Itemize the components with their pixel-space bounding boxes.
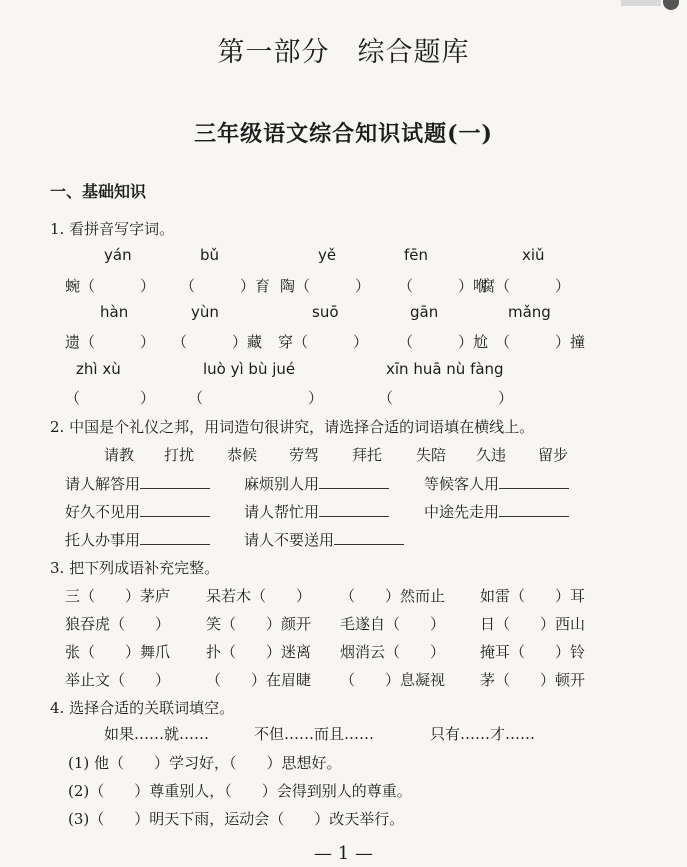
pinyin-yun: yùn [191,303,219,321]
pinyin-zhixu: zhì xù [76,360,121,378]
word-option: 留步 [538,446,569,464]
idiom-item: 三（ ）茅庐 [65,587,171,605]
word-option: 拜托 [352,446,383,464]
idiom-item: （ ）在眉睫 [206,671,312,689]
answer-blank[interactable] [319,474,389,489]
pinyin-han: hàn [100,303,129,321]
q1-item: 遗（ ） [65,333,156,351]
fill-item: 中途先走用 [424,501,569,522]
q4-item: (2)（ ）尊重别人，（ ）会得到别人的尊重。 [68,782,412,800]
pinyin-luoyibujue: luò yì bù jué [203,360,296,378]
pinyin-mang: mǎng [508,303,551,321]
q1-prompt: 1. 看拼音写字词。 [50,220,175,238]
q1-item: （ ） [188,389,324,407]
q1-item: （ ） [65,389,156,407]
answer-blank[interactable] [499,502,569,517]
q1-item: （ ）咐 [398,277,489,295]
pinyin-fen: fēn [404,246,429,264]
q1-item: 陶（ ） [280,277,371,295]
idiom-item: 举止文（ ） [65,671,171,689]
fill-item: 等候客人用 [424,473,569,494]
idiom-item: 如雷（ ）耳 [480,587,586,605]
word-option: 失陪 [416,446,447,464]
answer-blank[interactable] [334,530,404,545]
pinyin-gan: gān [410,303,439,321]
q4-prompt: 4. 选择合适的关联词填空。 [50,699,235,717]
answer-blank[interactable] [140,530,210,545]
fill-item: 好久不见用 [65,501,210,522]
pinyin-xiu: xiǔ [522,246,545,264]
word-option: 请教 [104,446,135,464]
idiom-item: 毛遂自（ ） [340,615,446,633]
q4-item: (3)（ ）明天下雨，运动会（ ）改天举行。 [68,810,405,828]
q3-prompt: 3. 把下列成语补充完整。 [50,559,220,577]
conjunction-option: 只有……才…… [430,725,536,743]
section-title: 一、基础知识 [50,182,147,201]
word-option: 恭候 [227,446,258,464]
idiom-item: 掩耳（ ）铃 [480,643,586,661]
idiom-item: 日（ ）西山 [480,615,586,633]
idiom-item: 狼吞虎（ ） [65,615,171,633]
idiom-item: （ ）然而止 [340,587,446,605]
idiom-item: 笑（ ）颜开 [206,615,312,633]
conjunction-option: 如果……就…… [104,725,210,743]
idiom-item: 张（ ）舞爪 [65,643,171,661]
fill-item: 请人解答用 [65,473,210,494]
q4-item: (1) 他（ ）学习好，（ ）思想好。 [68,754,342,772]
q2-prompt: 2. 中国是个礼仪之邦，用词造句很讲究，请选择合适的词语填在横线上。 [50,418,535,436]
fill-item: 请人不要送用 [244,529,404,550]
q1-item: （ ）撞 [495,333,586,351]
answer-blank[interactable] [140,474,210,489]
answer-blank[interactable] [319,502,389,517]
fill-item: 请人帮忙用 [244,501,389,522]
part-title: 第一部分 综合题库 [217,37,470,68]
corner-mark [663,0,679,10]
pinyin-yan: yán [104,246,132,264]
q1-item: 穿（ ） [278,333,369,351]
idiom-item: 扑（ ）迷离 [206,643,312,661]
pinyin-suo: suō [312,303,339,321]
q1-item: （ ）尬 [398,333,489,351]
q1-item: （ ） [378,389,514,407]
q1-item: 蜿（ ） [65,277,156,295]
conjunction-option: 不但……而且…… [254,725,375,743]
pinyin-xinhuanufang: xīn huā nù fàng [386,360,504,378]
idiom-item: 茅（ ）顿开 [480,671,586,689]
answer-blank[interactable] [140,502,210,517]
idiom-item: 呆若木（ ） [206,587,312,605]
word-option: 久违 [476,446,507,464]
word-option: 劳驾 [289,446,320,464]
page-number: — 1 — [314,843,373,864]
q1-item: 腐（ ） [480,277,571,295]
fill-item: 麻烦别人用 [244,473,389,494]
fill-item: 托人办事用 [65,529,210,550]
answer-blank[interactable] [499,474,569,489]
test-title: 三年级语文综合知识试题(一) [194,121,493,147]
pinyin-bu: bǔ [200,246,220,264]
pinyin-ye: yě [318,246,337,264]
idiom-item: 烟消云（ ） [340,643,446,661]
idiom-item: （ ）息凝视 [340,671,446,689]
corner-tab [621,0,661,6]
word-option: 打扰 [164,446,195,464]
q1-item: （ ）育 [180,277,271,295]
q1-item: （ ）藏 [172,333,263,351]
